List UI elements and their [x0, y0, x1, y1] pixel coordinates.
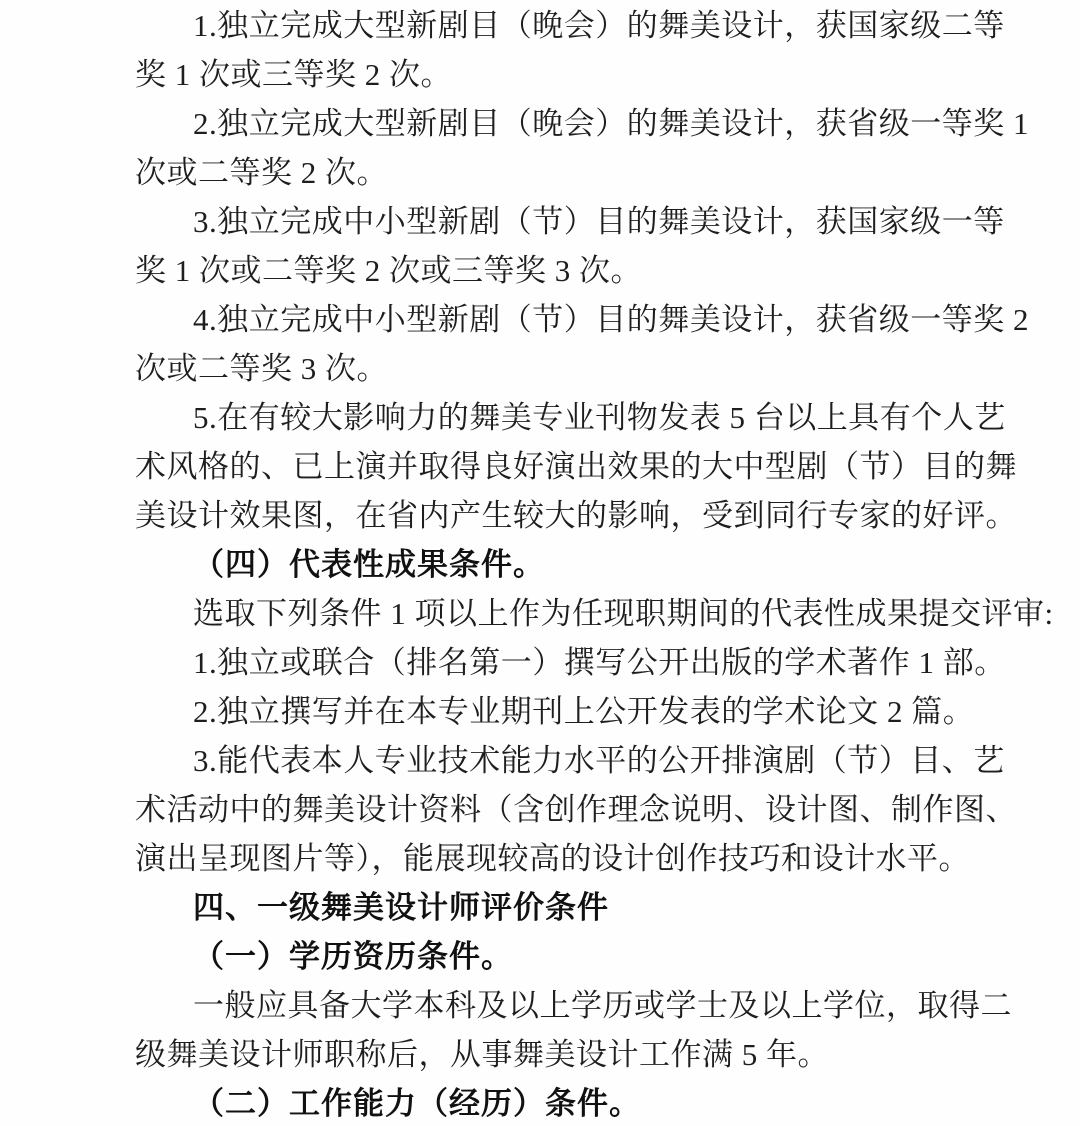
text-line: 级舞美设计师职称后，从事舞美设计工作满 5 年。	[135, 1037, 829, 1072]
section-heading	[135, 932, 1080, 981]
text-line: 术活动中的舞美设计资料（含创作理念说明、设计图、制作图、	[135, 792, 1017, 827]
text-line: （二）工作能力（经历）条件。	[193, 1086, 641, 1121]
text-line: 演出呈现图片等），能展现较高的设计创作技巧和设计水平。	[135, 841, 970, 876]
paragraph	[135, 393, 1080, 540]
text-line: 3.能代表本人专业技术能力水平的公开排演剧（节）目、艺	[193, 743, 1005, 778]
text-line: 次或二等奖 3 次。	[135, 351, 388, 386]
text-line: 次或二等奖 2 次。	[135, 155, 388, 190]
paragraph	[135, 197, 1080, 295]
text-line: 1.独立完成大型新剧目（晚会）的舞美设计，获国家级二等	[193, 8, 1005, 43]
text-line: 选取下列条件 1 项以上作为任现职期间的代表性成果提交评审:	[193, 596, 1054, 631]
text-line: 奖 1 次或二等奖 2 次或三等奖 3 次。	[135, 253, 642, 288]
paragraph	[135, 687, 1080, 736]
paragraph	[135, 295, 1080, 393]
text-line: （一）学历资历条件。	[193, 939, 513, 974]
text-line: 2.独立完成大型新剧目（晚会）的舞美设计，获省级一等奖 1	[193, 106, 1029, 141]
paragraph	[135, 638, 1080, 687]
text-line: （四）代表性成果条件。	[193, 547, 545, 582]
section-heading	[135, 883, 1080, 932]
text-line: 2.独立撰写并在本专业期刊上公开发表的学术论文 2 篇。	[193, 694, 975, 729]
paragraph	[135, 1, 1080, 99]
section-heading	[135, 540, 1080, 589]
text-line: 3.独立完成中小型新剧（节）目的舞美设计，获国家级一等	[193, 204, 1005, 239]
text-line: 奖 1 次或三等奖 2 次。	[135, 57, 452, 92]
paragraph	[135, 589, 1080, 638]
text-line: 一般应具备大学本科及以上学历或学士及以上学位，取得二	[193, 988, 1012, 1023]
text-line: 美设计效果图，在省内产生较大的影响，受到同行专家的好评。	[135, 498, 1017, 533]
section-heading	[135, 1079, 1080, 1126]
document-text-block	[135, 1, 1080, 1126]
text-line: 1.独立或联合（排名第一）撰写公开出版的学术著作 1 部。	[193, 645, 1006, 680]
text-line: 5.在有较大影响力的舞美专业刊物发表 5 台以上具有个人艺	[193, 400, 1006, 435]
paragraph	[135, 981, 1080, 1079]
paragraph	[135, 736, 1080, 883]
paragraph	[135, 99, 1080, 197]
text-line: 4.独立完成中小型新剧（节）目的舞美设计，获省级一等奖 2	[193, 302, 1029, 337]
text-line: 四、一级舞美设计师评价条件	[193, 890, 609, 925]
text-line: 术风格的、已上演并取得良好演出效果的大中型剧（节）目的舞	[135, 449, 1017, 484]
